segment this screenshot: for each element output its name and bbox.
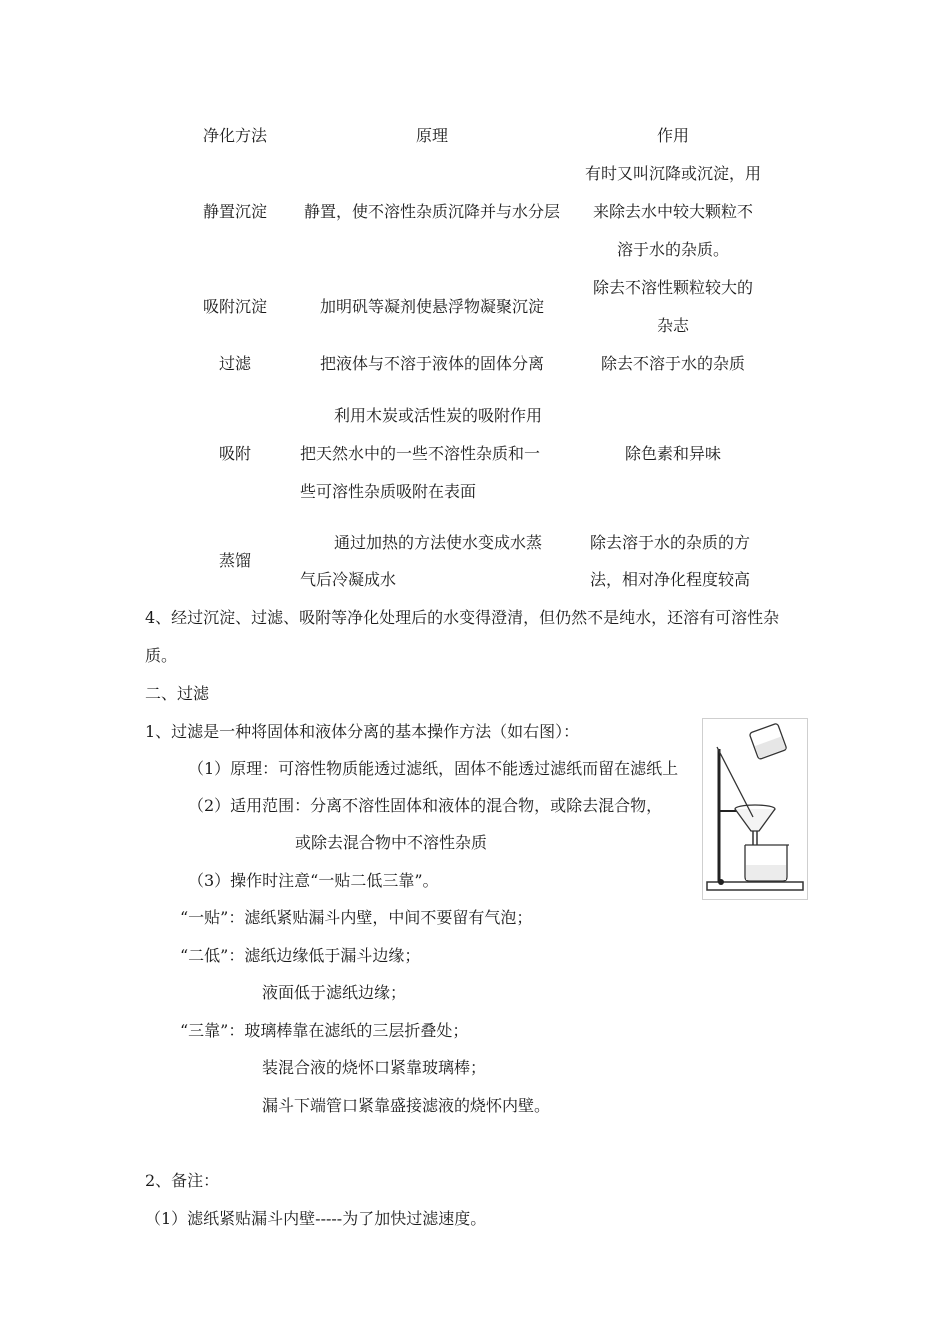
filtration-apparatus-icon [702,718,808,900]
row-effect: 除去溶于水的杂质的方 [590,533,751,552]
row-effect: 杂志 [656,316,689,335]
paragraph-4-line2: 质。 [145,646,178,665]
rule-three-lean: “三靠”：玻璃棒靠在滤纸的三层折叠处； [180,1021,469,1040]
sub-item-scope: （2）适用范围：分离不溶性固体和液体的混合物，或除去混合物， [188,796,663,815]
sub-item-scope-cont: 或除去混合物中不溶性杂质 [295,833,488,852]
row-effect: 溶于水的杂质。 [616,240,729,259]
rule-three-lean-cont: 装混合液的烧怀口紧靠玻璃棒； [262,1058,487,1077]
row-effect: 来除去水中较大颗粒不 [592,202,753,221]
row-principle: 把液体与不溶于液体的固体分离 [319,354,544,373]
row-method: 过滤 [218,354,251,373]
paragraph-4-line1: 4、经过沉淀、过滤、吸附等净化处理后的水变得澄清，但仍然不是纯水，还溶有可溶性杂 [145,608,780,627]
row-method: 吸附沉淀 [202,297,267,316]
table-header-effect: 作用 [656,126,689,145]
row-principle: 静置，使不溶性杂质沉降并与水分层 [303,202,560,221]
row-effect: 法，相对净化程度较高 [590,570,751,589]
row-principle: 加明矾等凝剂使悬浮物凝聚沉淀 [319,297,544,316]
row-method: 静置沉淀 [202,202,267,221]
row-method: 蒸馏 [218,551,251,570]
row-principle: 气后冷凝成水 [300,570,397,589]
rule-two-low-cont: 液面低于滤纸边缘； [262,983,407,1002]
row-principle: 通过加热的方法使水变成水蒸 [334,533,543,552]
sub-item-principle: （1）原理：可溶性物质能透过滤纸，固体不能透过滤纸而留在滤纸上 [188,759,679,778]
table-header-method: 净化方法 [202,126,267,145]
row-principle: 把天然水中的一些不溶性杂质和一 [300,444,541,463]
rule-three-lean-cont: 漏斗下端管口紧靠盛接滤液的烧怀内壁。 [262,1096,551,1115]
section-heading-filtration: 二、过滤 [145,684,210,703]
row-effect: 有时又叫沉降或沉淀，用 [584,164,761,183]
note-1: （1）滤纸紧贴漏斗内壁-----为了加快过滤速度。 [145,1209,487,1228]
sub-item-notes: （3）操作时注意“一贴二低三靠”。 [188,871,439,890]
rule-one-stick: “一贴”：滤纸紧贴漏斗内壁，中间不要留有气泡； [180,908,533,927]
table-header-principle: 原理 [415,126,448,145]
row-principle: 利用木炭或活性炭的吸附作用 [334,406,543,425]
row-effect: 除色素和异味 [624,444,721,463]
row-principle: 些可溶性杂质吸附在表面 [300,482,477,501]
row-effect: 除去不溶性颗粒较大的 [592,278,753,297]
row-method: 吸附 [218,444,251,463]
item-2: 2、备注： [145,1171,220,1190]
rule-two-low: “二低”：滤纸边缘低于漏斗边缘； [180,946,421,965]
item-1: 1、过滤是一种将固体和液体分离的基本操作方法（如右图）： [145,722,580,741]
row-effect: 除去不溶于水的杂质 [600,354,745,373]
